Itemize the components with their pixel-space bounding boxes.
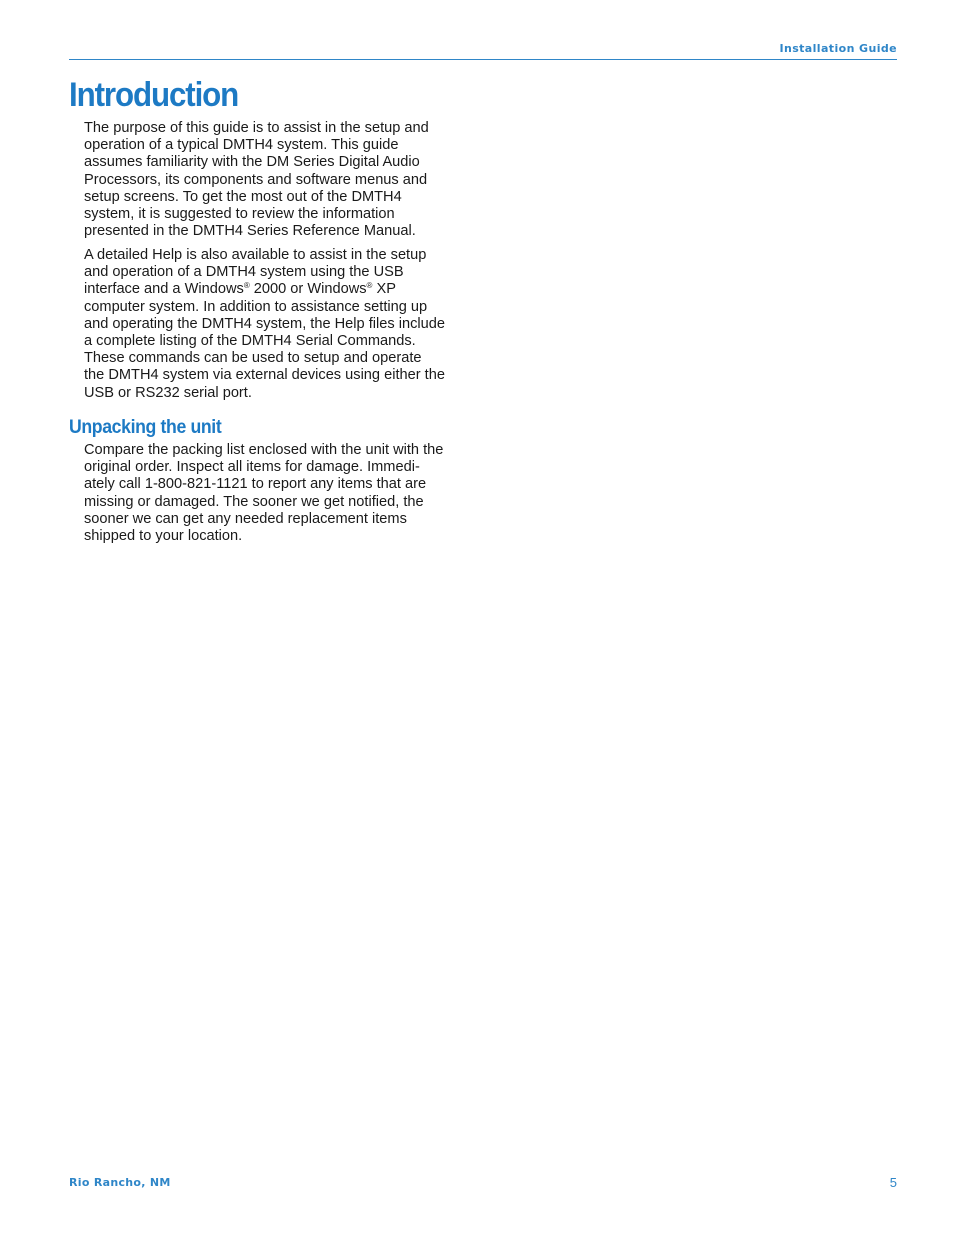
paragraph-line: the DMTH4 system via external devices using either the (84, 367, 445, 384)
text-run: interface and a Windows (84, 281, 244, 298)
paragraph-line: assumes familiarity with the DM Series Digital Audio (84, 154, 420, 171)
paragraph-line: shipped to your location. (84, 528, 243, 545)
paragraph-line: These commands can be used to setup and operate (84, 350, 422, 367)
paragraph-line: USB or RS232 serial port. (84, 384, 252, 401)
paragraph-line: system, it is suggested to review the information (84, 206, 395, 223)
paragraph-line: a complete listing of the DMTH4 Serial Commands. (84, 333, 416, 350)
intro-paragraph-1 (84, 120, 476, 240)
header-rule (69, 59, 897, 60)
footer-page-number: 5 (889, 1175, 897, 1190)
paragraph-line: missing or damaged. The sooner we get notified, the (84, 493, 424, 510)
page-title: Introduction (69, 76, 239, 114)
paragraph-line: presented in the DMTH4 Series Reference Manual. (84, 223, 416, 240)
paragraph-line: original order. Inspect all items for damage. Immedi- (84, 459, 420, 476)
registered-trademark-mark: ® (366, 281, 373, 291)
section-heading-unpacking: Unpacking the unit (69, 417, 222, 438)
intro-paragraph-2 (84, 247, 476, 402)
paragraph-line-with-trademarks (84, 281, 476, 298)
paragraph-line: A detailed Help is also available to assist in the setup (84, 247, 427, 263)
paragraph-line: sooner we can get any needed replacement items (84, 510, 407, 527)
footer-location: Rio Rancho, NM (69, 1176, 171, 1189)
paragraph-line: The purpose of this guide is to assist in the setup and (84, 120, 429, 136)
registered-trademark-mark: ® (243, 281, 250, 291)
text-run: 2000 or Windows (249, 281, 367, 298)
paragraph-line: operation of a typical DMTH4 system. This guide (84, 137, 399, 154)
running-header-title: Installation Guide (779, 42, 897, 55)
paragraph-line: setup screens. To get the most out of the DMTH4 (84, 188, 402, 205)
paragraph-line: Compare the packing list enclosed with the unit with the (84, 442, 444, 458)
unpacking-paragraph (84, 442, 476, 545)
paragraph-line: and operation of a DMTH4 system using the USB (84, 264, 404, 281)
paragraph-line: ately call 1-800-821-1121 to report any items that are (84, 476, 427, 493)
paragraph-line: computer system. In addition to assistance setting up (84, 298, 428, 315)
text-run: XP (372, 281, 396, 298)
paragraph-line: Processors, its components and software menus and (84, 171, 428, 188)
paragraph-line: and operating the DMTH4 system, the Help files include (84, 315, 445, 332)
